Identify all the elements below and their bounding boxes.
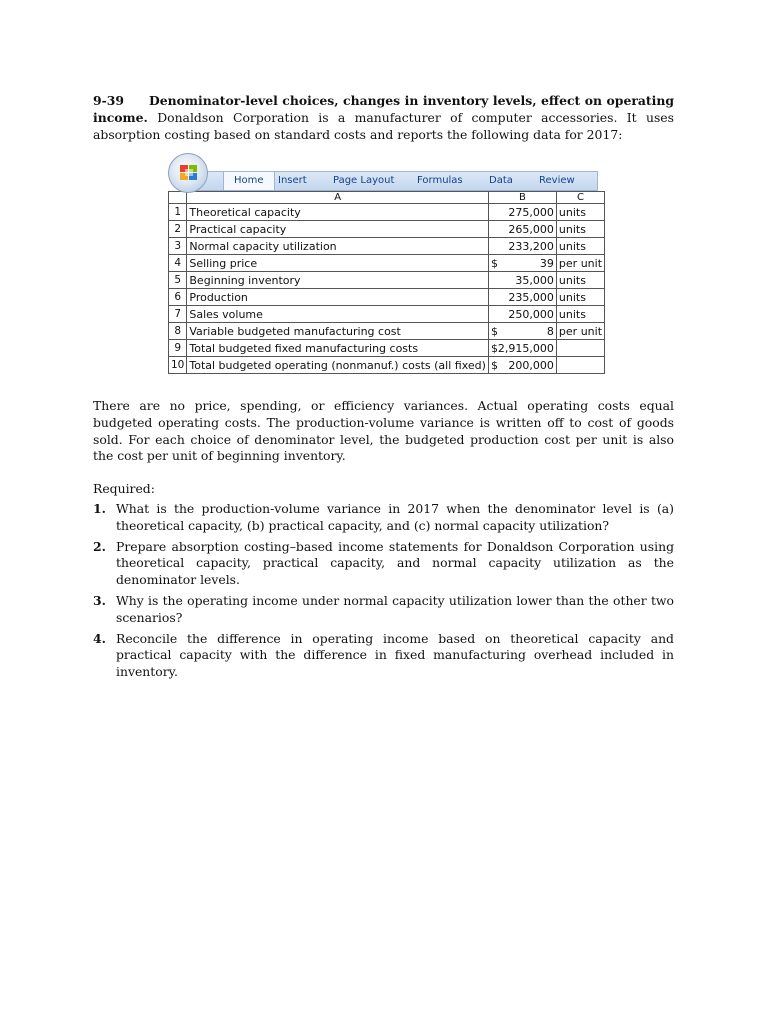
cell-value[interactable] bbox=[488, 238, 556, 255]
cell-label[interactable]: Variable budgeted manufacturing cost bbox=[187, 323, 489, 340]
value-text: 275,000 bbox=[508, 205, 554, 219]
table-row bbox=[169, 323, 605, 340]
table-row bbox=[169, 289, 605, 306]
list-item bbox=[93, 631, 674, 681]
row-number[interactable]: 4 bbox=[169, 255, 187, 272]
list-item bbox=[93, 539, 674, 589]
problem-header bbox=[93, 93, 674, 143]
cell-value[interactable] bbox=[488, 357, 556, 374]
item-number: 1. bbox=[93, 500, 106, 516]
row-number[interactable]: 3 bbox=[169, 238, 187, 255]
problem-intro-text: Donaldson Corporation is a manufacturer of computer accessories. It uses absorption costing based on standard costs and reports the following data for 2017: bbox=[93, 109, 674, 142]
cell-unit[interactable] bbox=[556, 340, 604, 357]
item-text: Why is the operating income under normal capacity utilization lower than the other two scenarios? bbox=[116, 592, 674, 625]
cell-value[interactable] bbox=[488, 289, 556, 306]
cell-unit[interactable]: units bbox=[556, 272, 604, 289]
problem-intro bbox=[93, 93, 674, 143]
problem-body bbox=[93, 398, 674, 685]
ribbon-tabs bbox=[190, 171, 598, 191]
tab-data[interactable]: Data bbox=[489, 175, 513, 186]
item-number: 2. bbox=[93, 538, 106, 554]
tab-insert[interactable]: Insert bbox=[278, 175, 307, 186]
tab-page-layout[interactable]: Page Layout bbox=[333, 175, 395, 186]
assumptions-paragraph: There are no price, spending, or efficiency variances. Actual operating costs equal budgeted operating costs. The production-volume variance is written off to cost of goods sold. For each choice of denominator level, the budgeted production cost per unit is also the cost per unit of beginning inventory. bbox=[93, 398, 674, 464]
value-text: 233,200 bbox=[508, 239, 554, 253]
tab-review[interactable]: Review bbox=[539, 175, 575, 186]
value-text: 235,000 bbox=[508, 290, 554, 304]
cell-unit[interactable]: per unit bbox=[556, 255, 604, 272]
cell-label[interactable]: Production bbox=[187, 289, 489, 306]
value-text: 250,000 bbox=[508, 307, 554, 321]
cell-unit[interactable]: units bbox=[556, 289, 604, 306]
column-header-b[interactable]: B bbox=[488, 192, 556, 204]
cell-unit[interactable]: units bbox=[556, 221, 604, 238]
cell-label[interactable]: Sales volume bbox=[187, 306, 489, 323]
column-header-a[interactable]: A bbox=[187, 192, 489, 204]
data-table bbox=[168, 191, 605, 374]
item-number: 4. bbox=[93, 630, 106, 646]
table-row bbox=[169, 357, 605, 374]
item-number: 3. bbox=[93, 592, 106, 608]
problem-title: Denominator-level choices, changes in inventory levels, effect on operating income. bbox=[93, 93, 674, 125]
row-number[interactable]: 7 bbox=[169, 306, 187, 323]
item-text: Reconcile the difference in operating income based on theoretical capacity and practical capacity with the difference in fixed manufacturing overhead included in inventory. bbox=[116, 630, 674, 680]
table-row bbox=[169, 221, 605, 238]
cell-label[interactable]: Selling price bbox=[187, 255, 489, 272]
cell-unit[interactable]: units bbox=[556, 306, 604, 323]
office-logo-icon bbox=[179, 163, 199, 183]
spreadsheet-image bbox=[168, 153, 603, 378]
table-row bbox=[169, 255, 605, 272]
table-row bbox=[169, 238, 605, 255]
cell-label[interactable]: Practical capacity bbox=[187, 221, 489, 238]
table-row bbox=[169, 204, 605, 221]
cell-label[interactable]: Normal capacity utilization bbox=[187, 238, 489, 255]
table-row bbox=[169, 306, 605, 323]
cell-unit[interactable]: units bbox=[556, 204, 604, 221]
cell-unit[interactable] bbox=[556, 357, 604, 374]
row-number[interactable]: 2 bbox=[169, 221, 187, 238]
item-text: Prepare absorption costing–based income statements for Donaldson Corporation using theoretical capacity, practical capacity, and normal capacity utilization as the denominator levels. bbox=[116, 538, 674, 588]
row-number[interactable]: 10 bbox=[169, 357, 187, 374]
cell-unit[interactable]: per unit bbox=[556, 323, 604, 340]
value-text: $2,915,000 bbox=[490, 341, 554, 355]
value-text: 35,000 bbox=[515, 273, 554, 287]
corner-cell bbox=[169, 192, 187, 204]
currency-symbol: $ bbox=[490, 256, 498, 270]
value-text: 8 bbox=[546, 324, 554, 338]
cell-value[interactable] bbox=[488, 255, 556, 272]
cell-value[interactable] bbox=[488, 272, 556, 289]
row-number[interactable]: 6 bbox=[169, 289, 187, 306]
cell-value[interactable] bbox=[488, 221, 556, 238]
tab-formulas[interactable]: Formulas bbox=[417, 175, 463, 186]
cell-value[interactable] bbox=[488, 340, 556, 357]
problem-number: 9-39 bbox=[93, 93, 125, 108]
table-row bbox=[169, 272, 605, 289]
cell-label[interactable]: Theoretical capacity bbox=[187, 204, 489, 221]
row-number[interactable]: 9 bbox=[169, 340, 187, 357]
list-item bbox=[93, 501, 674, 535]
requirements-list bbox=[93, 501, 674, 681]
column-header-c[interactable]: C bbox=[556, 192, 604, 204]
currency-symbol: $ bbox=[490, 324, 498, 338]
cell-label[interactable]: Total budgeted fixed manufacturing costs bbox=[187, 340, 489, 357]
value-text: 39 bbox=[539, 256, 554, 270]
office-button[interactable] bbox=[168, 153, 208, 193]
value-text: 200,000 bbox=[508, 358, 554, 372]
row-number[interactable]: 5 bbox=[169, 272, 187, 289]
list-item bbox=[93, 593, 674, 627]
cell-label[interactable]: Beginning inventory bbox=[187, 272, 489, 289]
cell-label[interactable]: Total budgeted operating (nonmanuf.) costs (all fixed) bbox=[187, 357, 489, 374]
table-row bbox=[169, 340, 605, 357]
row-number[interactable]: 1 bbox=[169, 204, 187, 221]
item-text: What is the production-volume variance in 2017 when the denominator level is (a) theoretical capacity, (b) practical capacity, and (c) normal capacity utilization? bbox=[116, 500, 674, 533]
value-text: 265,000 bbox=[508, 222, 554, 236]
column-header-row bbox=[169, 192, 605, 204]
cell-value[interactable] bbox=[488, 306, 556, 323]
cell-unit[interactable]: units bbox=[556, 238, 604, 255]
required-label: Required: bbox=[93, 481, 155, 497]
tab-home[interactable]: Home bbox=[223, 171, 275, 190]
currency-symbol: $ bbox=[490, 358, 498, 372]
cell-value[interactable] bbox=[488, 204, 556, 221]
row-number[interactable]: 8 bbox=[169, 323, 187, 340]
cell-value[interactable] bbox=[488, 323, 556, 340]
